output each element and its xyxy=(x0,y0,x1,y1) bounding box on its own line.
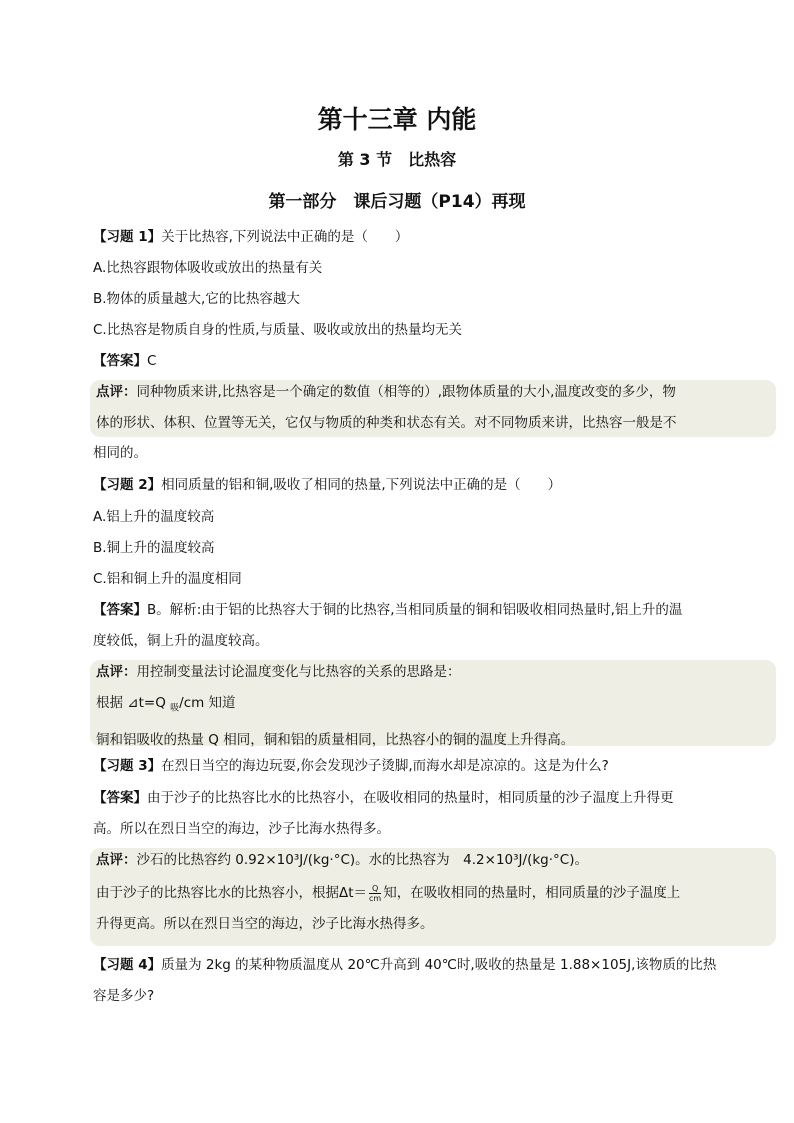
q1-answer xyxy=(93,352,703,370)
q3-note-line3: 升得更高。所以在烈日当空的海边，沙子比海水热得多。 xyxy=(96,916,434,932)
q2-stem-text: 相同质量的铝和铜,吸收了相同的热量,下列说法中正确的是（ ） xyxy=(161,477,562,493)
q2-stem xyxy=(93,476,703,494)
q2-option-b: B.铜上升的温度较高 xyxy=(93,540,215,556)
q2-note-line1: 用控制变量法讨论温度变化与比热容的关系的思路是： xyxy=(136,664,461,680)
q2-option-a: A.铝上升的温度较高 xyxy=(93,509,215,525)
q2-formula-pre: 根据 ⊿t=Q xyxy=(96,695,171,711)
q4-label: 【习题 4】 xyxy=(93,957,162,973)
q2-answer-line2: 度较低，铜上升的温度较高。 xyxy=(93,633,269,649)
q3-note-line2 xyxy=(96,878,770,909)
q1-note-line1: 同种物质来讲,比热容是一个确定的数值（相等的）,跟物体质量的大小,温度改变的多少，物 xyxy=(136,384,676,400)
q1-stem-text: 关于比热容,下列说法中正确的是（ ） xyxy=(161,229,409,245)
q2-formula-post: /cm 知道 xyxy=(179,695,236,711)
q3-fraction-denominator: cm xyxy=(369,893,382,903)
q2-note-box xyxy=(90,660,776,746)
q3-answer-line1 xyxy=(93,789,703,807)
q2-note-formula xyxy=(96,688,770,725)
q3-note-label: 点评： xyxy=(96,852,137,868)
q3-answer-line2: 高。所以在烈日当空的海边，沙子比海水热得多。 xyxy=(93,821,390,837)
q1-note-label: 点评： xyxy=(96,384,137,400)
q2-answer-label: 【答案】 xyxy=(93,602,147,618)
q4-stem-line2: 容是多少? xyxy=(93,988,155,1004)
q3-note-box xyxy=(90,848,776,946)
q3-answer-label: 【答案】 xyxy=(93,790,147,806)
q3-fraction xyxy=(369,884,381,903)
q1-option-c: C.比热容是物质自身的性质,与质量、吸收或放出的热量均无关 xyxy=(93,322,463,338)
q4-stem-line1 xyxy=(93,956,717,974)
chapter-title: 第十三章 内能 xyxy=(317,105,477,134)
q2-note-line3: 铜和铝吸收的热量 Q 相同，铜和铝的质量相同，比热容小的铜的温度上升得高。 xyxy=(96,731,575,748)
q1-stem xyxy=(93,228,703,246)
q1-note-line3: 相同的。 xyxy=(93,445,147,461)
q1-label: 【习题 1】 xyxy=(93,229,162,245)
q1-note-line2: 体的形状、体积、位置等无关，它仅与物质的种类和状态有关。对不同物质来讲，比热容一般是不 xyxy=(96,415,677,431)
q1-note-box xyxy=(90,380,776,437)
q3-fraction-numerator: Q xyxy=(369,884,381,894)
q1-option-b: B.物体的质量越大,它的比热容越大 xyxy=(93,291,300,307)
q2-option-c: C.铝和铜上升的温度相同 xyxy=(93,571,242,587)
section-title: 第 3 节 比热容 xyxy=(337,150,457,169)
q3-note-line2-pre: 由于沙子的比热容比水的比热容小，根据Δt＝ xyxy=(96,885,368,901)
q1-answer-text: C xyxy=(147,353,157,369)
q3-stem xyxy=(93,757,703,775)
q2-note-label: 点评： xyxy=(96,664,137,680)
q4-stem-text: 质量为 2kg 的某种物质温度从 20℃升高到 40℃时,吸收的热量是 1.88×105J,该物质的比热 xyxy=(161,957,717,973)
q3-note-line1: 沙石的比热容约 0.92×10³J/(kg·°C)。水的比热容为 4.2×10³J/(kg·°C)。 xyxy=(136,852,588,868)
q2-formula-sub: 吸 xyxy=(170,703,180,714)
q1-option-a: A.比热容跟物体吸收或放出的热量有关 xyxy=(93,260,323,276)
q2-label: 【习题 2】 xyxy=(93,477,162,493)
q2-answer-text: B。解析:由于铝的比热容大于铜的比热容,当相同质量的铜和铝吸收相同热量时,铝上升的温 xyxy=(147,602,683,618)
part-title: 第一部分 课后习题（P14）再现 xyxy=(268,192,526,212)
q1-answer-label: 【答案】 xyxy=(93,353,147,369)
q2-answer-line1 xyxy=(93,601,703,619)
q3-note-line2-post: 知，在吸收相同的热量时，相同质量的沙子温度上 xyxy=(383,885,681,901)
q3-stem-text: 在烈日当空的海边玩耍,你会发现沙子烫脚,而海水却是凉凉的。这是为什么? xyxy=(161,758,609,774)
q3-label: 【习题 3】 xyxy=(93,758,162,774)
q3-answer-text: 由于沙子的比热容比水的比热容小，在吸收相同的热量时，相同质量的沙子温度上升得更 xyxy=(147,790,674,806)
